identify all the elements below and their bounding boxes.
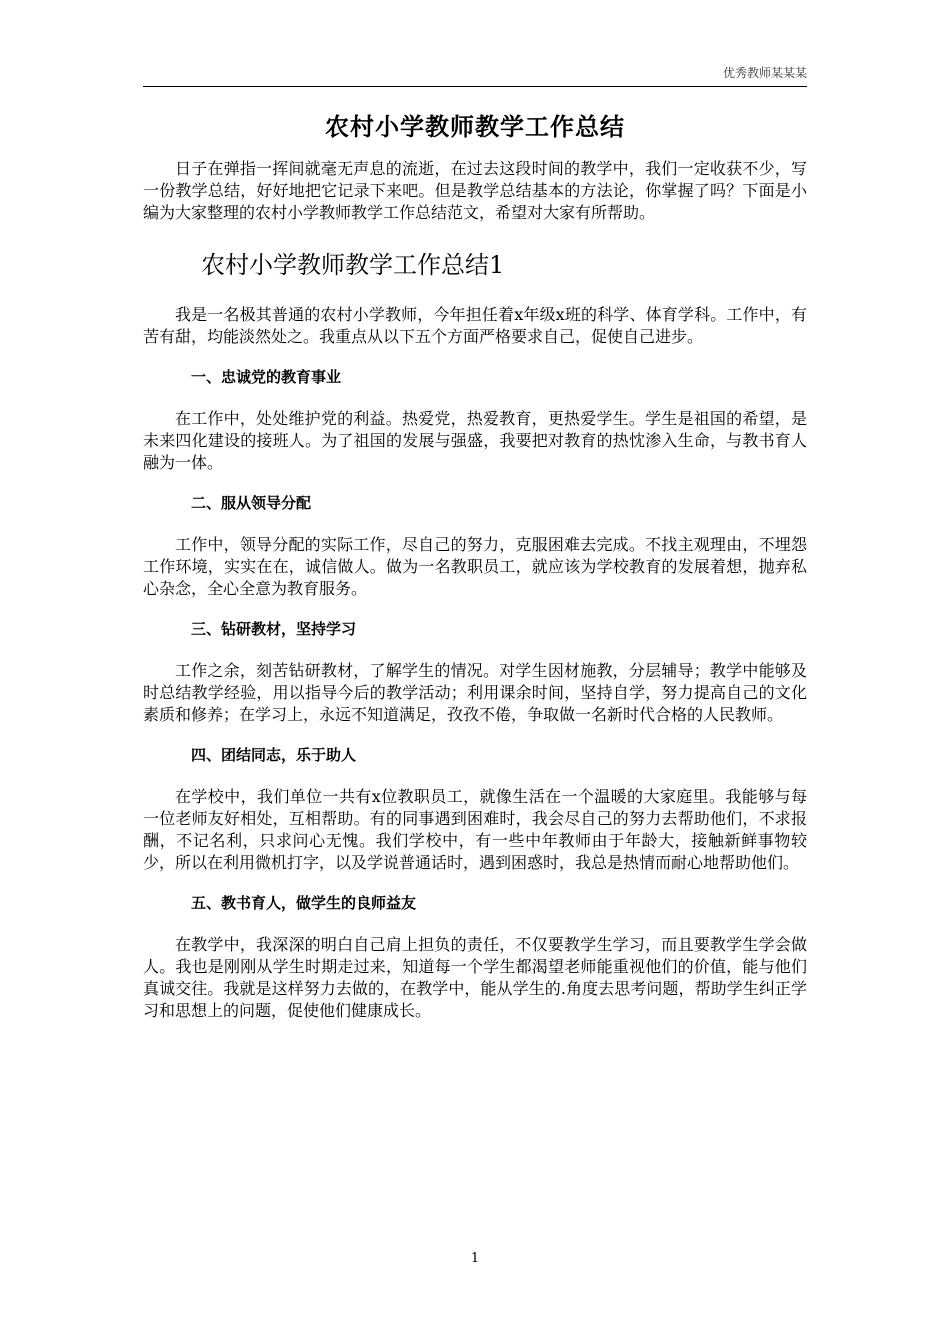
subtitle: 农村小学教师教学工作总结1 (201, 251, 505, 279)
section-paragraph: 工作中，领导分配的实际工作，尽自己的努力，克服困难去完成。不找主观理由，不埋怨工作环境，实实在在，诚信做人。做为一名教职员工，就应该为学校教育的发展着想，抛弃私心杂念，全心全意为教育服务。 (143, 535, 807, 598)
page-number: 1 (470, 1251, 480, 1266)
section-paragraph: 工作之余，刻苦钻研教材，了解学生的情况。对学生因材施教，分层辅导；教学中能够及时总结教学经验，用以指导今后的教学活动；利用课余时间，坚持自学，努力提高自己的文化素质和修养；在学习上，永远不知道满足，孜孜不倦，争取做一名新时代合格的人民教师。 (143, 661, 807, 724)
intro-paragraph: 日子在弹指一挥间就毫无声息的流逝，在过去这段时间的教学中，我们一定收获不少，写一份教学总结，好好地把它记录下来吧。但是教学总结基本的方法论，你掌握了吗？下面是小编为大家整理的农村小学教师教学工作总结范文，希望对大家有所帮助。 (143, 159, 807, 222)
section-paragraph: 在工作中，处处维护党的利益。热爱党，热爱教育，更热爱学生。学生是祖国的希望，是未来四化建设的接班人。为了祖国的发展与强盛，我要把对教育的热忱渗入生命，与教书育人融为一体。 (143, 409, 807, 472)
section-heading: 三、钻研教材，坚持学习 (191, 620, 357, 638)
opening-paragraph: 我是一名极其普通的农村小学教师，今年担任着x年级x班的科学、体育学科。工作中，有苦有甜，均能淡然处之。我重点从以下五个方面严格要求自己，促使自己进步。 (143, 305, 807, 346)
section-heading: 一、忠诚党的教育事业 (191, 368, 342, 386)
page-header (143, 64, 807, 87)
section-heading: 五、教书育人，做学生的良师益友 (191, 894, 417, 912)
section-heading: 二、服从领导分配 (191, 494, 312, 512)
document-title: 农村小学教师教学工作总结 (325, 113, 625, 141)
section-paragraph: 在教学中，我深深的明白自己肩上担负的责任，不仅要教学生学习，而且要教学生学会做人。我也是刚刚从学生时期走过来，知道每一个学生都渴望老师能重视他们的价值，能与他们真诚交往。我就是这样努力去做的，在教学中，能从学生的.角度去思考问题，帮助学生纠正学习和思想上的问题，促使他们健康成长。 (143, 935, 807, 1020)
section-heading: 四、团结同志，乐于助人 (191, 746, 357, 764)
section-paragraph: 在学校中，我们单位一共有x位教职员工，就像生活在一个温暖的大家庭里。我能够与每一位老师友好相处，互相帮助。有的同事遇到困难时，我会尽自己的努力去帮助他们，不求报酬，不记名利，只求问心无愧。我们学校中，有一些中年教师由于年龄大，接触新鲜事物较少，所以在利用微机打字，以及学说普通话时，遇到困惑时，我总是热情而耐心地帮助他们。 (143, 787, 807, 872)
document-body (143, 110, 807, 1022)
header-author: 优秀教师某某某 (722, 66, 807, 80)
